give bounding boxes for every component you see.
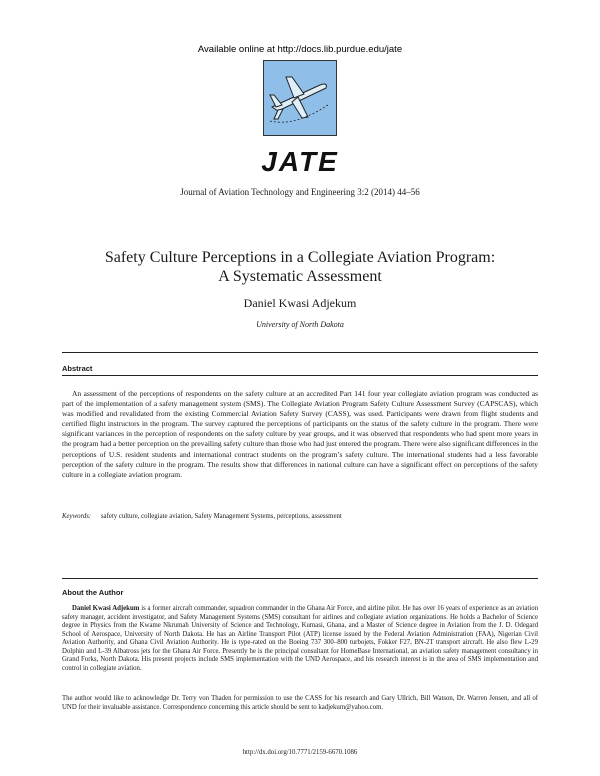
title-line-2: A Systematic Assessment [218, 268, 382, 285]
keywords [62, 513, 538, 520]
keywords-list: safety culture, collegiate aviation, Safety Management Systems, perceptions, assessment [100, 513, 342, 520]
abstract-heading: Abstract [62, 364, 93, 373]
bio-body: is a former aircraft commander, squadron commander in the Ghana Air Force, and airline pilot. He has over 16 years of experience as an aviation safety manager, accident investigator, and Safety Management Systems (SMS) consultant for airlines and collegiate aviation organizations. He holds a Bachelor of Science degree in Physics from the Kwame Nkrumah University of Science and Technology, Kumasi, Ghana, and a Master of Science degree in Aviation from the J. D. Odegard School of Aerospace, University of North Dakota. He has an Airline Transport Pilot (ATP) license issued by the Federal Aviation Administration (FAA), Nigerian Civil Aviation Authority, and Ghana Civil Aviation Authority. He is type-rated on the Boeing 737 300–800 turbojets, Fokker F27, BN-2T transport aircraft. He also flew L-29 Dolphin and L-39 Albatross jets for the Ghana Air Force. Presently he is the principal consultant for HomeBase International, an aviation safety management consultancy in Grand Forks, North Dakota. His present projects include SMS implementation with the UND Aerospace, and his research interest is in the area of SMS implementation and control in collegiate aviation. [62, 605, 538, 672]
divider-abstract [62, 375, 538, 376]
divider-top [62, 352, 538, 353]
doi-link[interactable]: http://dx.doi.org/10.7771/2159-6670.1086 [242, 749, 358, 756]
availability-link[interactable]: Available online at http://docs.lib.purdue.edu/jate [197, 44, 403, 55]
acknowledgment: The author would like to acknowledge Dr. Terry von Thaden for permission to use the CASS for his research and Gary Ullrich, Bill Watson, Dr. Warren Jensen, and all of UND for their invaluable assistance. Correspondence concerning this article should be sent to kadjekum@yahoo.com. [62, 695, 538, 711]
author-name: Daniel Kwasi Adjekum [243, 296, 357, 310]
divider-about [62, 578, 538, 579]
journal-citation: Journal of Aviation Technology and Engineering 3:2 (2014) 44–56 [180, 187, 420, 197]
bio-author-name: Daniel Kwasi Adjekum [72, 605, 140, 612]
airplane-logo-icon [263, 60, 337, 136]
article-title [0, 248, 600, 286]
keywords-label: Keywords: [62, 513, 92, 520]
author-bio [62, 605, 538, 673]
abstract-body: An assessment of the perceptions of respondents on the safety culture at an accredited Part 141 four year collegiate aviation program was conducted as part of the implementation of a safety management system (SMS). The Collegiate Aviation Program Safety Culture Assessment Survey (CAPSCAS), which was modified and revalidated from the existing Commercial Aviation Safety Survey (CASS), was used. Participants were drawn from flight students and certified flight instructors in the program. The survey captured the perceptions of participants on the status of the safety culture in the program. There were significant variances in the perception of respondents on the safety culture by year groups, and it was observed that respondents who had spent more years in the program had a better perception on the prevailing safety culture than those who had just entered the program. There were also significant differences in the perceptions of U.S. resident students and international contract students on the program’s safety culture. The international students had a less favorable perception of the safety culture in the program. The results show that differences in national culture can have a significant effect on perceptions of the safety culture in a collegiate aviation program. [62, 389, 538, 479]
journal-logo-text: JATE [261, 146, 339, 177]
about-author-heading: About the Author [62, 588, 124, 597]
author-affiliation: University of North Dakota [256, 320, 344, 329]
title-line-1: Safety Culture Perceptions in a Collegiate Aviation Program: [104, 249, 496, 266]
